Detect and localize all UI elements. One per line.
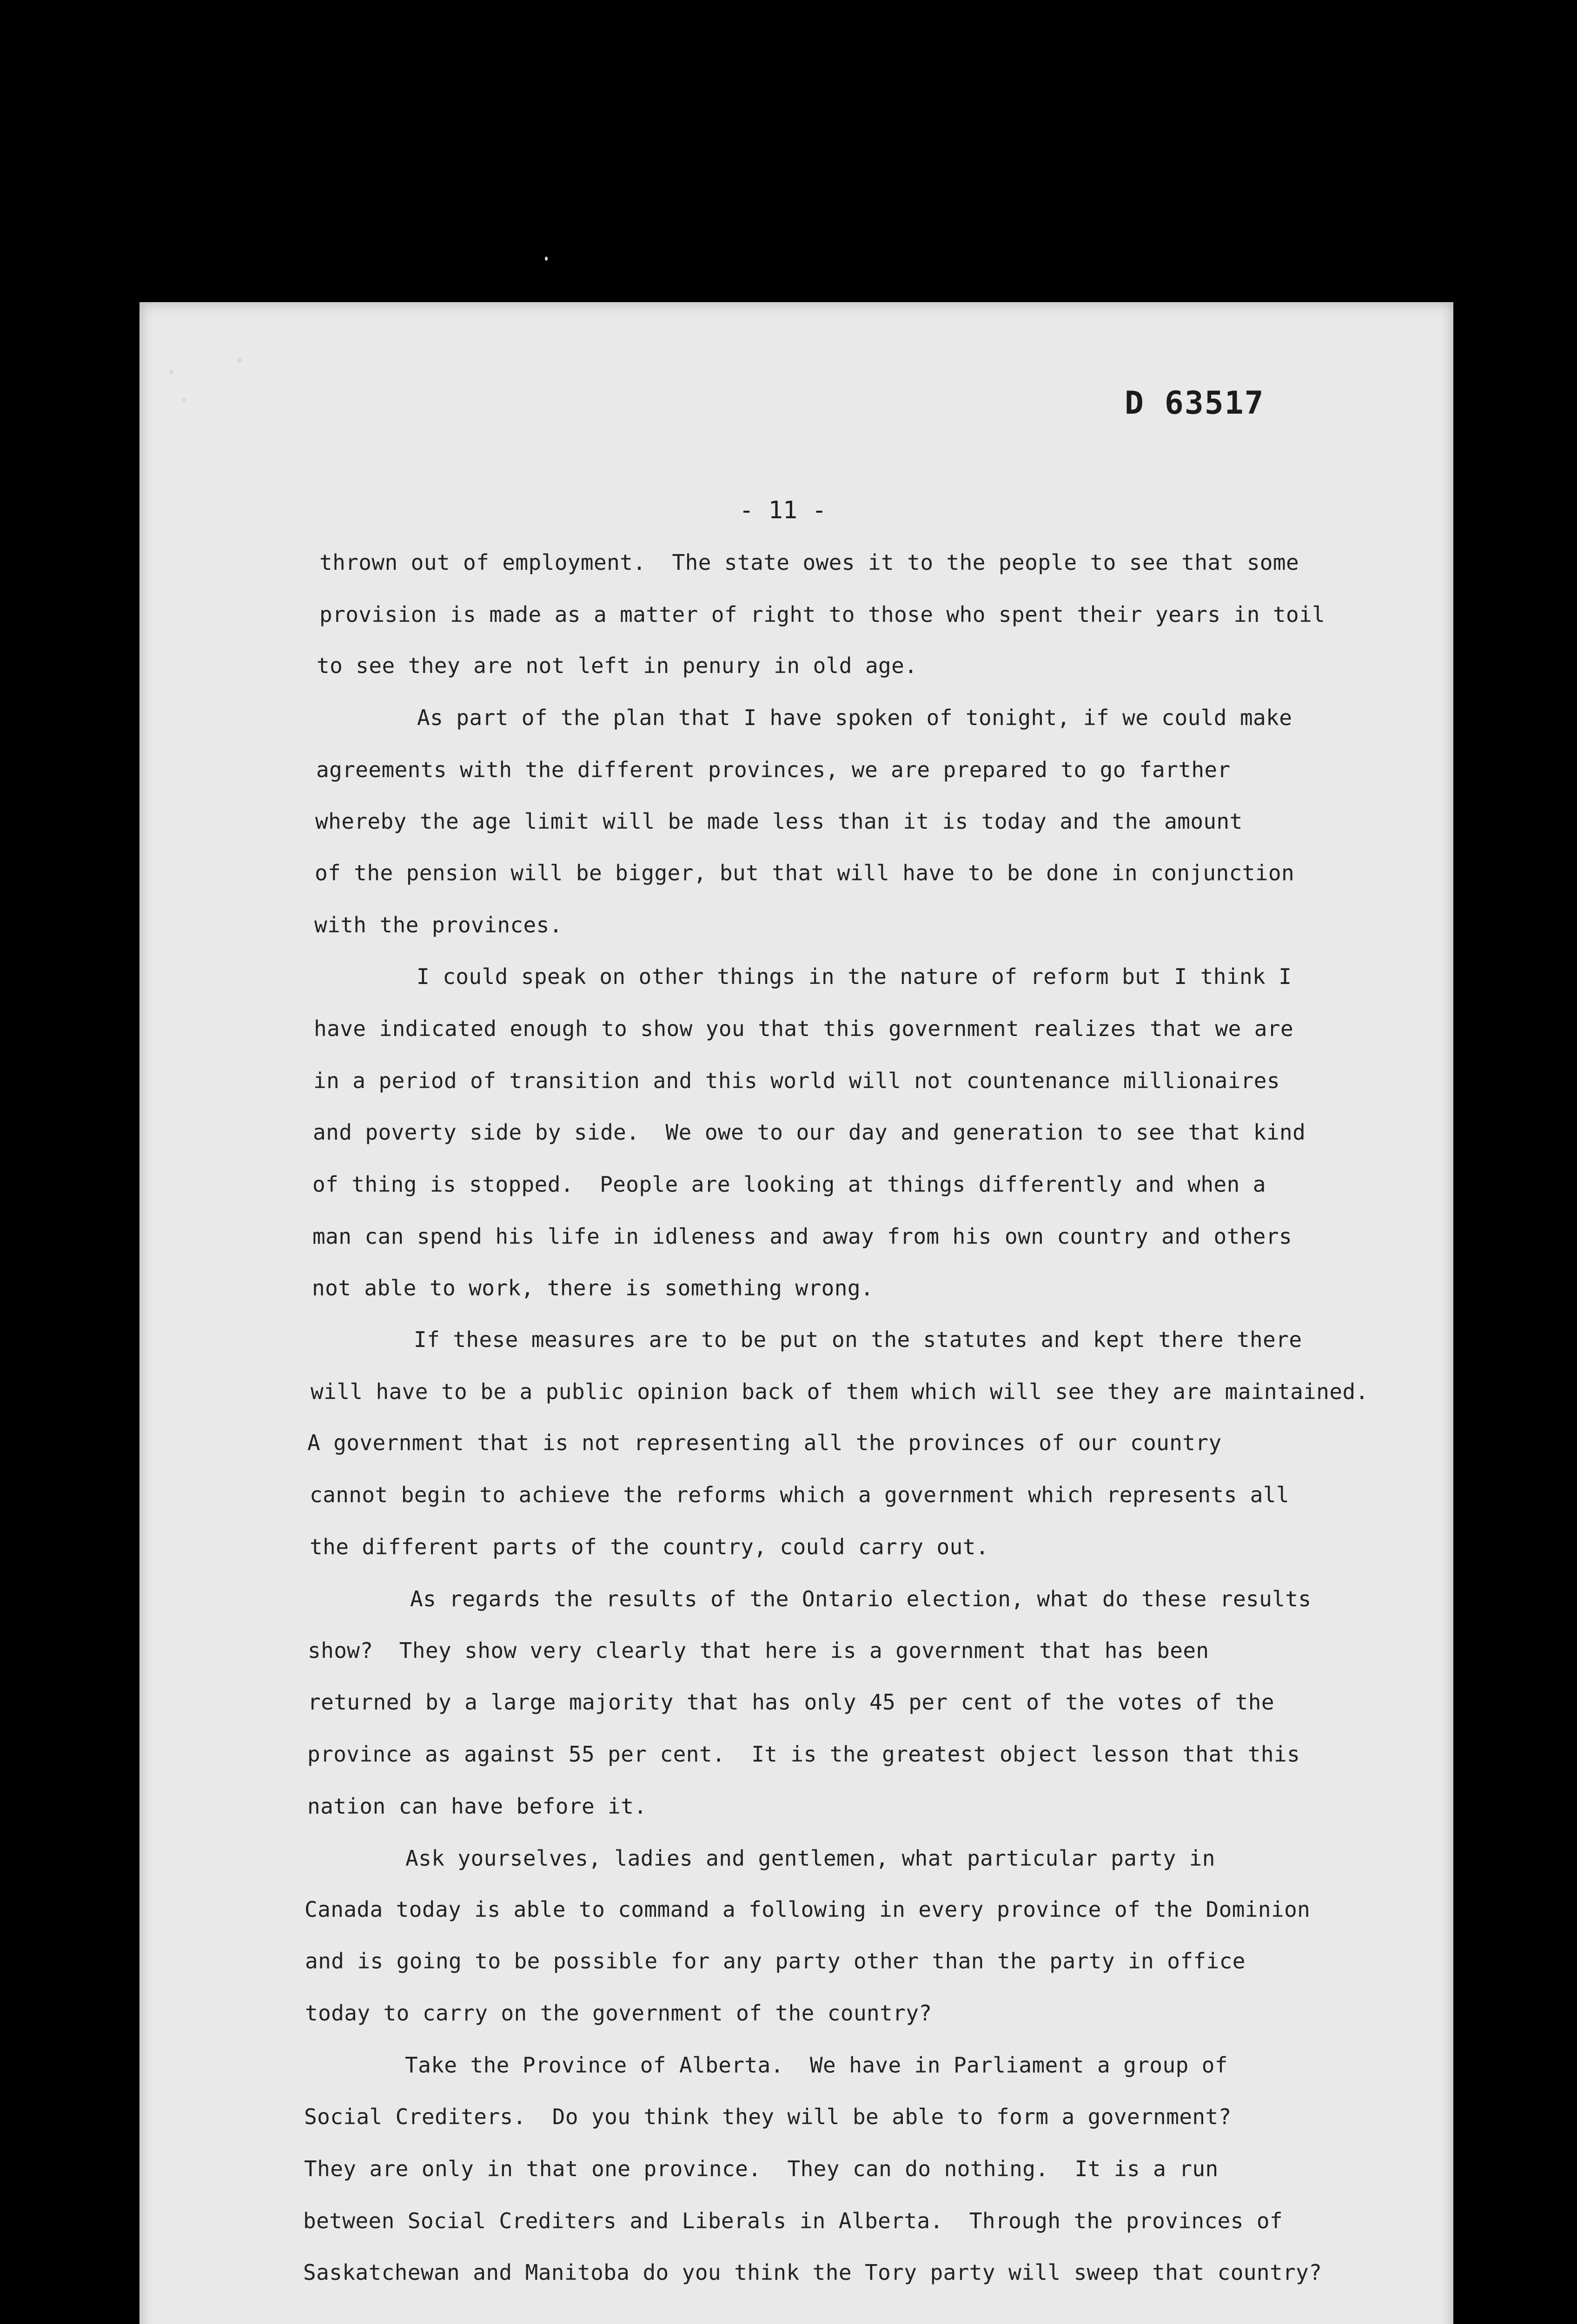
text-line: Canada today is able to command a following in every province of the Dominion	[305, 1897, 1311, 1922]
page-number: - 11 -	[739, 496, 827, 524]
dust-speck	[182, 398, 186, 402]
text-line: province as against 55 per cent. It is the greatest object lesson that this	[307, 1742, 1300, 1767]
document-page	[139, 302, 1453, 2324]
text-line: today to carry on the government of the country?	[305, 2000, 932, 2026]
text-line: nation can have before it.	[307, 1794, 647, 1819]
text-line: have indicated enough to show you that this government realizes that we are	[314, 1016, 1294, 1041]
text-line: not able to work, there is something wrong.	[312, 1275, 874, 1301]
dust-speck	[545, 257, 548, 261]
text-line: man can spend his life in idleness and away from his own country and others	[312, 1224, 1292, 1249]
text-line: show? They show very clearly that here is a government that has been	[308, 1638, 1209, 1663]
text-line: whereby the age limit will be made less than it is today and the amount	[315, 809, 1243, 834]
text-line: Saskatchewan and Manitoba do you think the Tory party will sweep that country?	[303, 2260, 1322, 2285]
text-line: I could speak on other things in the nature of reform but I think I	[417, 964, 1292, 989]
text-line: agreements with the different provinces, we are prepared to go farther	[316, 757, 1231, 782]
text-line: Take the Province of Alberta. We have in Parliament a group of	[405, 2053, 1228, 2078]
text-line: Ask yourselves, ladies and gentlemen, what particular party in	[405, 1846, 1215, 1871]
text-line: cannot begin to achieve the reforms which a government which represents all	[310, 1482, 1290, 1507]
text-line: provision is made as a matter of right to those who spent their years in toil	[319, 602, 1325, 627]
text-line: returned by a large majority that has only 45 per cent of the votes of the	[308, 1690, 1274, 1715]
text-line: Social Crediters. Do you think they will be able to form a government?	[304, 2104, 1232, 2129]
text-line: will have to be a public opinion back of them which will see they are maintained.	[311, 1379, 1369, 1404]
text-line: If these measures are to be put on the statutes and kept there there	[414, 1327, 1302, 1352]
text-line: As regards the results of the Ontario election, what do these results	[410, 1586, 1312, 1611]
text-line: the different parts of the country, could carry out.	[310, 1534, 989, 1559]
text-line: in a period of transition and this world will not countenance millionaires	[313, 1068, 1280, 1093]
text-line: As part of the plan that I have spoken of tonight, if we could make	[417, 705, 1292, 730]
text-line: of the pension will be bigger, but that will have to be done in conjunction	[315, 860, 1295, 885]
text-line: and is going to be possible for any party other than the party in office	[305, 1948, 1246, 1974]
text-line: to see they are not left in penury in old age.	[317, 653, 918, 678]
text-line: with the provinces.	[314, 912, 563, 938]
dust-speck	[237, 358, 242, 363]
dust-speck	[170, 370, 173, 374]
document-stamp: D 63517	[1125, 385, 1265, 422]
text-line: thrown out of employment. The state owes it to the people to see that some	[319, 550, 1299, 575]
text-line: between Social Crediters and Liberals in Alberta. Through the provinces of	[303, 2208, 1283, 2233]
text-line: A government that is not representing all the provinces of our country	[307, 1430, 1222, 1455]
text-line: of thing is stopped. People are looking at things differently and when a	[312, 1172, 1266, 1197]
text-line: They are only in that one province. They can do nothing. It is a run	[304, 2156, 1219, 2181]
text-line: and poverty side by side. We owe to our day and generation to see that kind	[313, 1120, 1306, 1145]
